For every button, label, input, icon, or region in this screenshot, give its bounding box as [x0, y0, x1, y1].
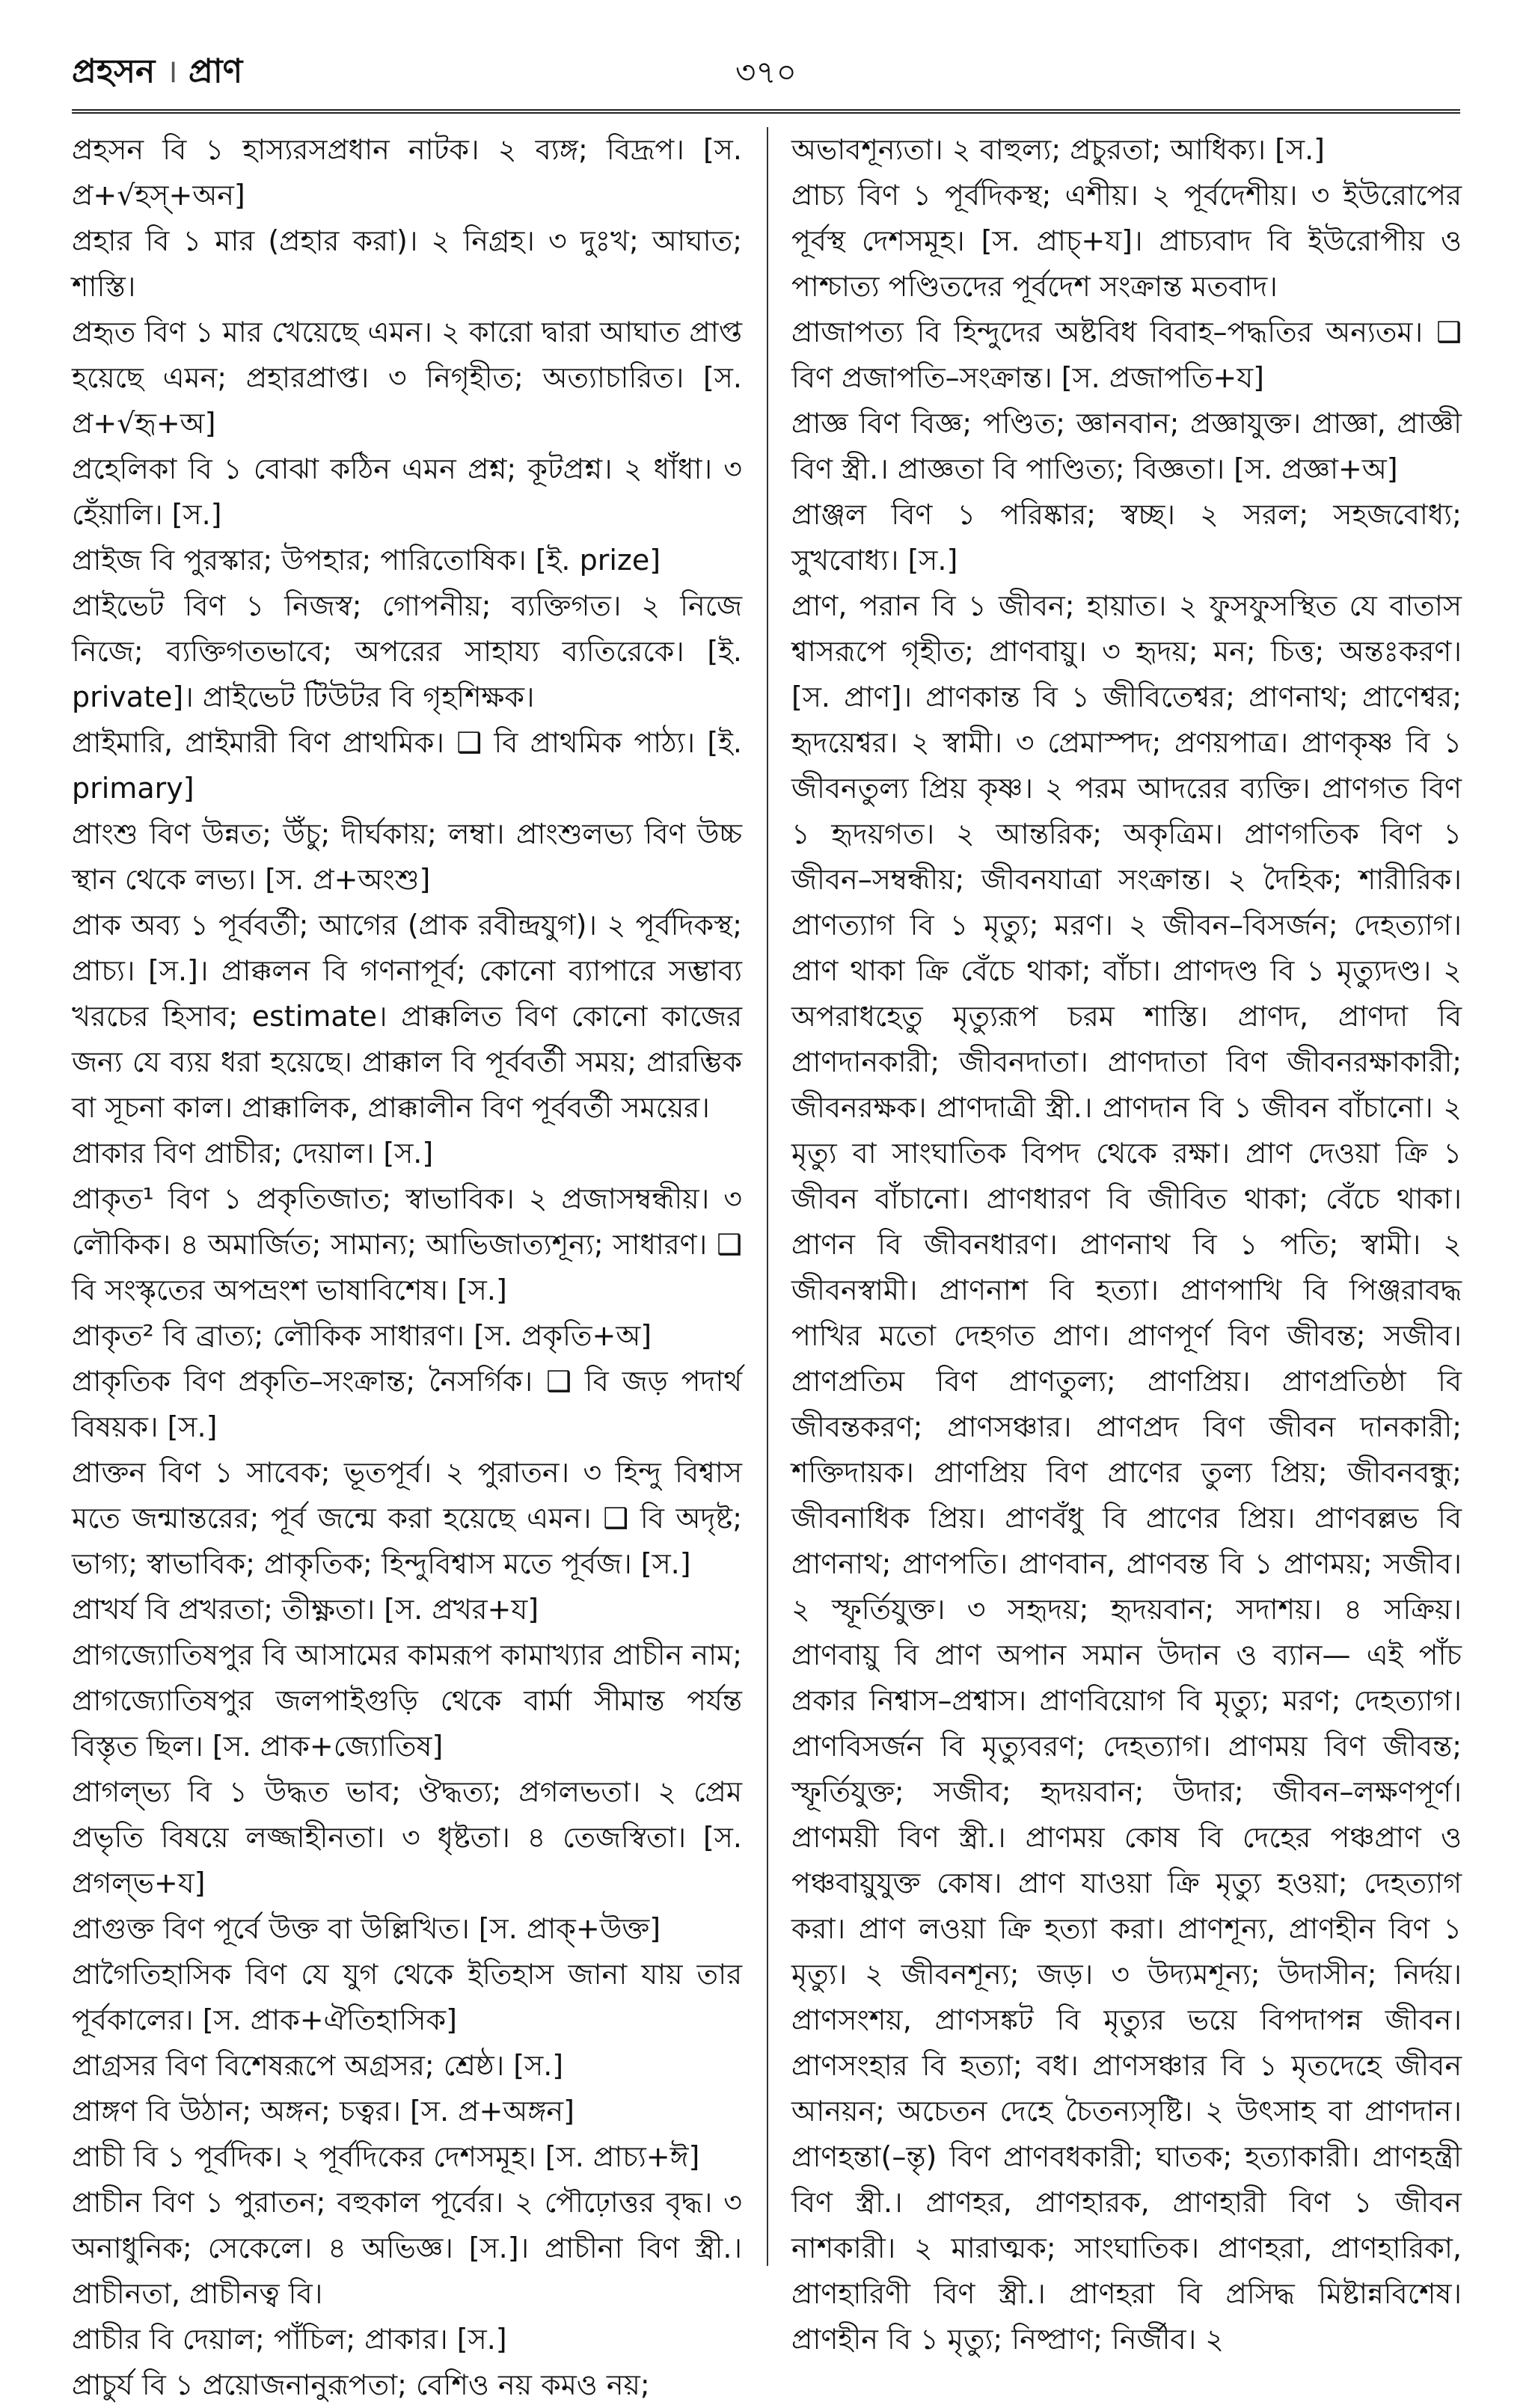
header-left-headword: প্রহসন [72, 52, 156, 90]
entry-praguktu: প্রাগুক্ত বিণ পূর্বে উক্ত বা উল্লিখিত। [স. প্রাক্+উক্ত] [72, 1912, 661, 1945]
entry-prachir: প্রাচীর বি দেয়াল; পাঁচিল; প্রাকার। [স.] [72, 2323, 507, 2356]
running-header [72, 40, 1460, 102]
entry-prangon: প্রাঙ্গণ বি উঠান; অঙ্গন; চত্বর। [স. প্র+অঙ্গন] [72, 2095, 574, 2128]
entry-prohar: প্রহার বি ১ মার (প্রহার করা)। ২ নিগ্রহ। ৩ দুঃখ; আঘাত; শাস্তি। [72, 224, 742, 303]
entry-prakrito-1: প্রাকৃত¹ বিণ ১ প্রকৃতিজাত; স্বাভাবিক। ২ প্রজাসম্বন্ধীয়। ৩ লৌকিক। ৪ অমার্জিত; সামান্য; আভিজাত্যশূন্য; সাধারণ। ❑ বি সংস্কৃতের অপভ্রংশ ভাষাবিশেষ। [স.] [72, 1182, 742, 1306]
entry-primary: প্রাইমারি, প্রাইমারী বিণ প্রাথমিক। ❑ বি প্রাথমিক পাঠ্য। [ই. primary] [72, 726, 742, 805]
entry-prachyo: প্রাচ্য বিণ ১ পূর্বদিকস্থ; এশীয়। ২ পূর্বদেশীয়। ৩ ইউরোপের পূর্বস্থ দেশসমূহ। [স. প্রাচ্+য]। প্রাচ্যবাদ বি ইউরোপীয় ও পাশ্চাত্য পণ্ডিতদের পূর্বদেশ সংক্রান্ত মতবাদ। [791, 179, 1462, 303]
column-divider [767, 127, 768, 2266]
entry-pragjyotishpur: প্রাগজ্যোতিষপুর বি আসামের কামরূপ কামাখ্যার প্রাচীন নাম; প্রাগজ্যোতিষপুর জলপাইগুড়ি থেকে বার্মা সীমান্ত পর্যন্ত বিস্তৃত ছিল। [স. প্রাক+জ্যোতিষ] [72, 1638, 742, 1763]
left-column [72, 127, 742, 2401]
entry-prajapotyo: প্রাজাপত্য বি হিন্দুদের অষ্টবিধ বিবাহ–পদ্ধতির অন্যতম। ❑ বিণ প্রজাপতি–সংক্রান্ত। [স. প্রজাপতি+য] [791, 316, 1462, 394]
entry-prachi: প্রাচী বি ১ পূর্বদিক। ২ পূর্বদিকের দেশসমূহ। [স. প্রাচ্য+ঈ] [72, 2140, 700, 2173]
entry-pran: প্রাণ, পরান বি ১ জীবন; হায়াত। ২ ফুসফুসস্থিত যে বাতাস শ্বাসরূপে গৃহীত; প্রাণবায়ু। ৩ হৃদয়; মন; চিত্ত; অন্তঃকরণ। [স. প্রাণ]। প্রাণকান্ত বি ১ জীবিতেশ্বর; প্রাণনাথ; প্রাণেশ্বর; হৃদয়েশ্বর। ২ স্বামী। ৩ প্রেমাস্পদ; প্রণয়পাত্র। প্রাণকৃষ্ণ বি ১ জীবনতুল্য প্রিয় কৃষ্ণ। ২ পরম আদরের ব্যক্তি। প্রাণগত বিণ ১ হৃদয়গত। ২ আন্তরিক; অকৃত্রিম। প্রাণগতিক বিণ ১ জীবন–সম্বন্ধীয়; জীবনযাত্রা সংক্রান্ত। ২ দৈহিক; শারীরিক। প্রাণত্যাগ বি ১ মৃত্যু; মরণ। ২ জীবন–বিসর্জন; দেহত্যাগ। প্রাণ থাকা ক্রি বেঁচে থাকা; বাঁচা। প্রাণদণ্ড বি ১ মৃত্যুদণ্ড। ২ অপরাধহেতু মৃত্যুরূপ চরম শাস্তি। প্রাণদ, প্রাণদা বি প্রাণদানকারী; জীবনদাতা। প্রাণদাতা বিণ জীবনরক্ষাকারী; জীবনরক্ষক। প্রাণদাত্রী স্ত্রী.। প্রাণদান বি ১ জীবন বাঁচানো। ২ মৃত্যু বা সাংঘাতিক বিপদ থেকে রক্ষা। প্রাণ দেওয়া ক্রি ১ জীবন বাঁচানো। প্রাণধারণ বি জীবিত থাকা; বেঁচে থাকা। প্রাণন বি জীবনধারণ। প্রাণনাথ বি ১ পতি; স্বামী। ২ জীবনস্বামী। প্রাণনাশ বি হত্যা। প্রাণপাখি বি পিঞ্জরাবদ্ধ পাখির মতো দেহগত প্রাণ। প্রাণপূর্ণ বিণ জীবন্ত; সজীব। প্রাণপ্রতিম বিণ প্রাণতুল্য; প্রাণপ্রিয়। প্রাণপ্রতিষ্ঠা বি জীবন্তকরণ; প্রাণসঞ্চার। প্রাণপ্রদ বিণ জীবন দানকারী; শক্তিদায়ক। প্রাণপ্রিয় বিণ প্রাণের তুল্য প্রিয়; জীবনবন্ধু; জীবনাধিক প্রিয়। প্রাণবঁধু বি প্রাণের প্রিয়। প্রাণবল্লভ বি প্রাণনাথ; প্রাণপতি। প্রাণবান, প্রাণবন্ত বি ১ প্রাণময়; সজীব। ২ স্ফূর্তিযুক্ত। ৩ সহৃদয়; হৃদয়বান; সদাশয়। ৪ সক্রিয়। প্রাণবায়ু বি প্রাণ অপান সমান উদান ও ব্যান— এই পাঁচ প্রকার নিশ্বাস–প্রশ্বাস। প্রাণবিয়োগ বি মৃত্যু; মরণ; দেহত্যাগ। প্রাণবিসর্জন বি মৃত্যুবরণ; দেহত্যাগ। প্রাণময় বিণ জীবন্ত; স্ফূর্তিযুক্ত; সজীব; হৃদয়বান; উদার; জীবন–লক্ষণপূর্ণ। প্রাণময়ী বিণ স্ত্রী.। প্রাণময় কোষ বি দেহের পঞ্চপ্রাণ ও পঞ্চবায়ুযুক্ত কোষ। প্রাণ যাওয়া ক্রি মৃত্যু হওয়া; দেহত্যাগ করা। প্রাণ লওয়া ক্রি হত্যা করা। প্রাণশূন্য, প্রাণহীন বিণ ১ মৃত্যু। ২ জীবনশূন্য; জড়। ৩ উদ্যমশূন্য; উদাসীন; নির্দয়। প্রাণসংশয়, প্রাণসঙ্কট বি মৃত্যুর ভয়ে বিপদাপন্ন জীবন। প্রাণসংহার বি হত্যা; বধ। প্রাণসঞ্চার বি ১ মৃতদেহে জীবন আনয়ন; অচেতন দেহে চৈতন্যসৃষ্টি। ২ উৎসাহ বা প্রাণদান। প্রাণহন্তা(–ন্তৃ) বিণ প্রাণবধকারী; ঘাতক; হত্যাকারী। প্রাণহন্ত্রী বিণ স্ত্রী.। প্রাণহর, প্রাণহারক, প্রাণহারী বিণ ১ জীবন নাশকারী। ২ মারাত্মক; সাংঘাতিক। প্রাণহরা, প্রাণহারিকা, প্রাণহারিণী বিণ স্ত্রী.। প্রাণহরা বি প্রসিদ্ধ মিষ্টান্নবিশেষ। প্রাণহীন বি ১ মৃত্যু; নিষ্প্রাণ; নির্জীব। ২ [791, 589, 1462, 2356]
right-column [791, 127, 1462, 2356]
entry-prajno: প্রাজ্ঞ বিণ বিজ্ঞ; পণ্ডিত; জ্ঞানবান; প্রজ্ঞাযুক্ত। প্রাজ্ঞা, প্রাজ্ঞী বিণ স্ত্রী.। প্রাজ্ঞতা বি পাণ্ডিত্য; বিজ্ঞতা। [স. প্রজ্ঞা+অ] [791, 407, 1462, 485]
entry-private: প্রাইভেট বিণ ১ নিজস্ব; গোপনীয়; ব্যক্তিগত। ২ নিজে নিজে; ব্যক্তিগতভাবে; অপরের সাহায্য ব্যতিরেকে। [ই. private]। প্রাইভেট টিউটর বি গৃহশিক্ষক। [72, 589, 742, 713]
entry-prohoson: প্রহসন বি ১ হাস্যরসপ্রধান নাটক। ২ ব্যঙ্গ; বিদ্রূপ। [স. প্র+√হস্+অন] [72, 133, 742, 212]
entry-pragolbho: প্রাগল্ভ্য বি ১ উদ্ধত ভাব; ঔদ্ধত্য; প্রগলভতা। ২ প্রেম প্রভৃতি বিষয়ে লজ্জাহীনতা। ৩ ধৃষ্টতা। ৪ তেজস্বিতা। [স. প্রগল্ভ+য] [72, 1775, 742, 1899]
entry-prak: প্রাক অব্য ১ পূর্ববর্তী; আগের (প্রাক রবীন্দ্রযুগ)। ২ পূর্বদিকস্থ; প্রাচ্য। [স.]। প্রাক্কলন বি গণনাপূর্ব; কোনো ব্যাপারে সম্ভাব্য খরচের হিসাব; estimate। প্রাক্কলিত বিণ কোনো কাজের জন্য যে ব্যয় ধরা হয়েছে। প্রাক্কাল বি পূর্ববর্তী সময়; প্রারম্ভিক বা সূচনা কাল। প্রাক্কালিক, প্রাক্কালীন বিণ পূর্ববর্তী সময়ের। [72, 909, 742, 1124]
entry-prakrito-2: প্রাকৃত² বি ব্রাত্য; লৌকিক সাধারণ। [স. প্রকৃতি+অ] [72, 1319, 652, 1352]
header-separator: । [165, 52, 178, 90]
entry-prakar: প্রাকার বিণ প্রাচীর; দেয়াল। [স.] [72, 1137, 434, 1170]
entry-prize: প্রাইজ বি পুরস্কার; উপহার; পারিতোষিক। [ই. prize] [72, 544, 661, 577]
header-rule [72, 109, 1460, 114]
entry-pragoitihasik: প্রাগৈতিহাসিক বিণ যে যুগ থেকে ইতিহাস জানা যায় তার পূর্বকালের। [স. প্রাক+ঐতিহাসিক] [72, 1958, 742, 2036]
entry-proheлика: প্রহেলিকা বি ১ বোঝা কঠিন এমন প্রশ্ন; কূটপ্রশ্ন। ২ ধাঁধা। ৩ হেঁয়ালি। [স.] [72, 452, 742, 531]
entry-prachurjo: প্রাচুর্য বি ১ প্রয়োজনানুরূপতা; বেশিও নয় কমও নয়; [72, 2368, 650, 2401]
entry-prachin: প্রাচীন বিণ ১ পুরাতন; বহুকাল পূর্বের। ২ পৌঢ়োত্তর বৃদ্ধ। ৩ অনাধুনিক; সেকেলে। ৪ অভিজ্ঞ। [স.]। প্রাচীনা বিণ স্ত্রী.। প্রাচীনতা, প্রাচীনত্ব বি। [72, 2186, 742, 2310]
entry-prachurjo-cont: অভাবশূন্যতা। ২ বাহুল্য; প্রচুরতা; আধিক্য। [স.] [791, 133, 1326, 166]
entry-prakritik: প্রাকৃতিক বিণ প্রকৃতি–সংক্রান্ত; নৈসর্গিক। ❑ বি জড় পদার্থ বিষয়ক। [স.] [72, 1365, 742, 1443]
entry-prohrito: প্রহৃত বিণ ১ মার খেয়েছে এমন। ২ কারো দ্বারা আঘাত প্রাপ্ত হয়েছে এমন; প্রহারপ্রাপ্ত। ৩ নিগৃহীত; অত্যাচারিত। [স. প্র+√হৃ+অ] [72, 316, 742, 440]
entry-prakhorjo: প্রাখর্য বি প্রখরতা; তীক্ষ্ণতা। [স. প্রখর+য] [72, 1593, 539, 1626]
header-right-headword: প্রাণ [188, 52, 243, 90]
entry-pranshu: প্রাংশু বিণ উন্নত; উঁচু; দীর্ঘকায়; লম্বা। প্রাংশুলভ্য বিণ উচ্চ স্থান থেকে লভ্য। [স. প্র+অংশু] [72, 817, 742, 896]
entry-pranjol: প্রাঞ্জল বিণ ১ পরিষ্কার; স্বচ্ছ। ২ সরল; সহজবোধ্য; সুখবোধ্য। [স.] [791, 498, 1462, 577]
entry-pragroshor: প্রাগ্রসর বিণ বিশেষরূপে অগ্রসর; শ্রেষ্ঠ। [স.] [72, 2049, 564, 2082]
entry-prakton: প্রাক্তন বিণ ১ সাবেক; ভূতপূর্ব। ২ পুরাতন। ৩ হিন্দু বিশ্বাস মতে জন্মান্তরের; পূর্ব জন্মে করা হয়েছে এমন। ❑ বি অদৃষ্ট; ভাগ্য; স্বাভাবিক; প্রাকৃতিক; হিন্দুবিশ্বাস মতে পূর্বজ। [স.] [72, 1456, 742, 1580]
page-number: ৩৭০ [735, 54, 797, 90]
